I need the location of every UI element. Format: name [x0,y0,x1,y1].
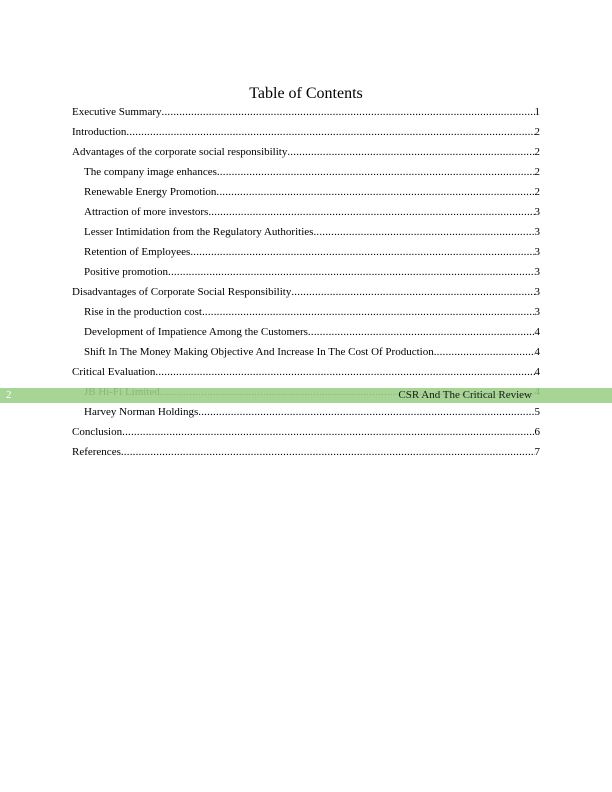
toc-entry-label: Lesser Intimidation from the Regulatory Authorities [84,226,314,238]
toc-dot-leader [434,342,535,362]
toc-dot-leader [121,442,535,462]
toc-dot-leader [198,402,534,422]
toc-entry-label: Retention of Employees [84,246,191,258]
toc-entry-page: 6 [534,426,540,438]
table-of-contents [72,102,540,462]
toc-entry-label: Advantages of the corporate social responsibility [72,146,288,158]
toc-entry-page: 3 [534,306,540,318]
toc-entry[interactable] [72,282,540,302]
toc-entry[interactable] [72,402,540,422]
toc-entry-label: Rise in the production cost [84,306,202,318]
toc-entry-page: 4 [534,366,540,378]
toc-dot-leader [168,262,534,282]
toc-entry-label: Harvey Norman Holdings [84,406,199,418]
toc-entry[interactable] [72,182,540,202]
toc-entry[interactable] [72,102,540,122]
toc-entry[interactable] [72,302,540,322]
toc-dot-leader [308,322,535,342]
toc-entry[interactable] [72,342,540,362]
toc-dot-leader [190,242,534,262]
toc-dot-leader [122,422,534,442]
toc-entry[interactable] [72,362,540,382]
toc-entry-label: Development of Impatience Among the Customers [84,326,308,338]
running-header-title: CSR And The Critical Review [398,389,532,401]
toc-dot-leader [208,202,534,222]
toc-dot-leader [291,282,534,302]
toc-entry-page: 3 [534,226,540,238]
toc-entry-label: Shift In The Money Making Objective And Increase In The Cost Of Production [84,346,434,358]
toc-entry[interactable] [72,222,540,242]
toc-entry[interactable] [72,442,540,462]
toc-entry[interactable] [72,322,540,342]
toc-dot-leader [287,142,534,162]
toc-dot-leader [202,302,535,322]
toc-dot-leader [126,122,534,142]
toc-entry-label: Attraction of more investors [84,206,209,218]
toc-entry-label: Critical Evaluation [72,366,156,378]
toc-entry-label: Positive promotion [84,266,169,278]
toc-dot-leader [155,362,534,382]
toc-entry[interactable] [72,162,540,182]
toc-dot-leader [217,162,535,182]
toc-entry[interactable] [72,422,540,442]
toc-entry[interactable] [72,122,540,142]
toc-entry-page: 4 [534,346,540,358]
toc-entry-page: 2 [534,186,540,198]
toc-entry[interactable] [72,202,540,222]
page-number: 2 [6,389,12,401]
toc-title: Table of Contents [249,85,363,102]
toc-entry-page: 2 [534,146,540,158]
toc-dot-leader [162,102,535,122]
toc-entry-page: 3 [534,286,540,298]
toc-entry-page: 2 [534,126,540,138]
toc-entry-label: Conclusion [72,426,123,438]
toc-entry-page: 5 [534,406,540,418]
toc-dot-leader [216,182,534,202]
toc-entry-page: 7 [534,446,540,458]
toc-entry[interactable] [72,262,540,282]
toc-entry-page: 3 [534,206,540,218]
toc-entry-label: Renewable Energy Promotion [84,186,217,198]
toc-entry-label: Disadvantages of Corporate Social Responsibility [72,286,292,298]
toc-entry-page: 1 [534,106,540,118]
toc-entry-label: References [72,446,121,458]
toc-entry[interactable] [72,242,540,262]
toc-entry-page: 4 [534,326,540,338]
toc-dot-leader [313,222,534,242]
toc-entry-label: Executive Summary [72,106,162,118]
toc-entry-label: Introduction [72,126,127,138]
toc-entry-page: 3 [534,246,540,258]
toc-entry-label: The company image enhances [84,166,217,178]
toc-entry-page: 2 [534,166,540,178]
toc-entry[interactable] [72,142,540,162]
toc-entry-page: 3 [534,266,540,278]
